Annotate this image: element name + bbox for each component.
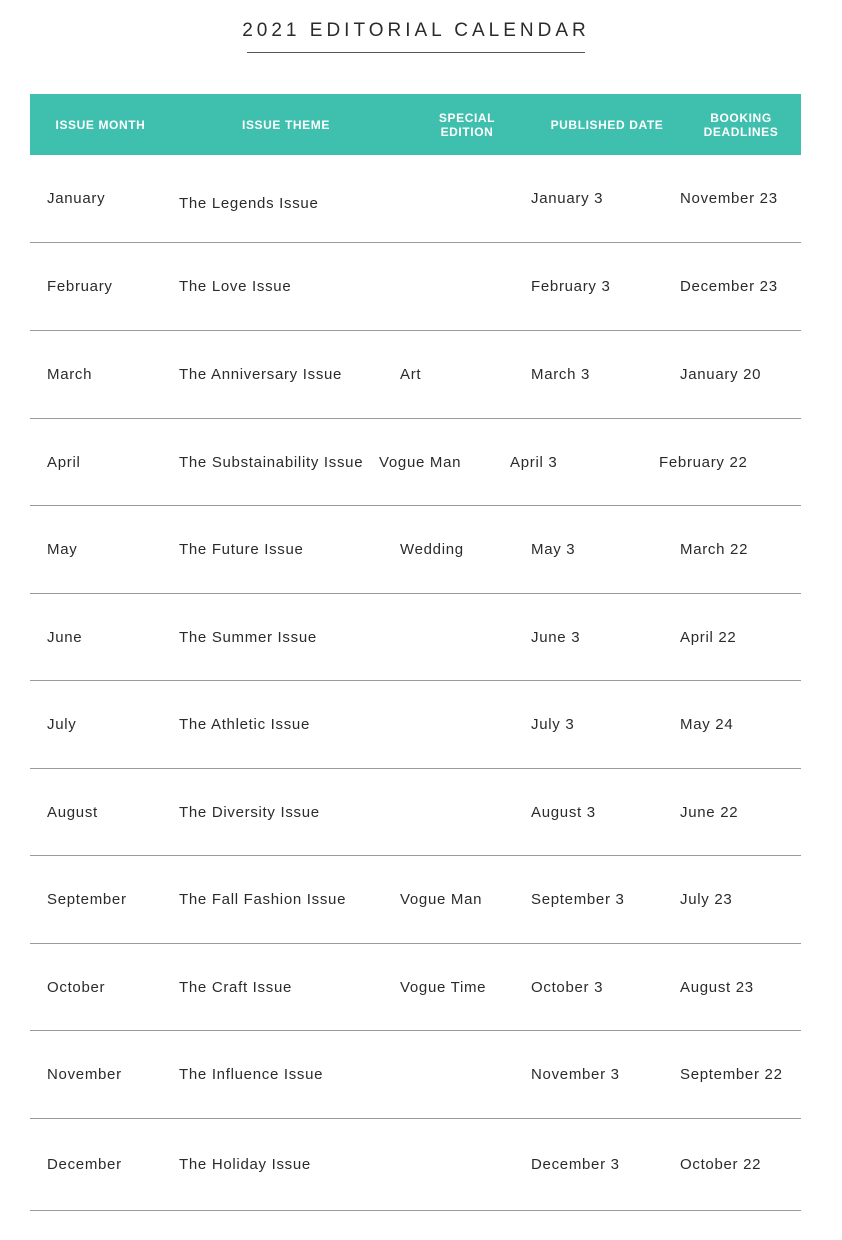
- cell-published-date: September 3: [531, 891, 625, 908]
- cell-booking-deadline: April 22: [680, 628, 737, 646]
- table-row: [30, 856, 801, 944]
- table-row: [30, 331, 801, 419]
- cell-special-edition: Vogue Time: [400, 978, 487, 996]
- cell-booking-deadline: May 24: [680, 716, 734, 733]
- cell-booking-deadline: July 23: [680, 891, 733, 908]
- cell-issue-month: March: [47, 366, 93, 383]
- table-row: [30, 1031, 801, 1119]
- cell-issue-theme: The Love Issue: [179, 278, 292, 295]
- header-published-date: PUBLISHED DATE: [550, 117, 664, 132]
- cell-issue-theme: The Substainability Issue: [179, 453, 364, 471]
- cell-issue-theme: The Future Issue: [179, 541, 304, 558]
- header-booking-deadlines-label: BOOKING DEADLINES: [703, 110, 779, 139]
- cell-published-date: February 3: [531, 278, 611, 295]
- cell-issue-month: May: [47, 541, 78, 558]
- cell-booking-deadline: February 22: [659, 453, 748, 471]
- cell-issue-theme: The Athletic Issue: [179, 716, 310, 733]
- cell-published-date: January 3: [531, 190, 604, 207]
- cell-issue-theme: The Holiday Issue: [179, 1156, 311, 1173]
- table-row: [30, 681, 801, 769]
- cell-issue-month: April: [47, 453, 81, 471]
- cell-booking-deadline: December 23: [680, 278, 778, 295]
- header-booking-deadlines: [681, 111, 801, 139]
- cell-published-date: July 3: [531, 716, 575, 733]
- cell-published-date: October 3: [531, 978, 604, 996]
- table-row: [30, 506, 801, 594]
- cell-booking-deadline: September 22: [680, 1066, 783, 1083]
- table-header: [30, 94, 801, 155]
- table-row: [30, 944, 801, 1031]
- cell-published-date: August 3: [531, 803, 596, 821]
- cell-special-edition: Art: [400, 366, 422, 383]
- table-row: [30, 155, 801, 243]
- cell-issue-theme: The Influence Issue: [179, 1066, 324, 1083]
- cell-issue-month: January: [47, 190, 106, 207]
- cell-booking-deadline: June 22: [680, 803, 739, 821]
- cell-booking-deadline: January 20: [680, 366, 762, 383]
- header-special-edition-label: SPECIAL EDITION: [438, 110, 496, 139]
- cell-booking-deadline: March 22: [680, 541, 749, 558]
- cell-special-edition: Vogue Man: [379, 453, 462, 471]
- cell-issue-month: September: [47, 891, 127, 908]
- editorial-calendar-table: [30, 94, 801, 1211]
- cell-issue-month: July: [47, 716, 77, 733]
- table-row: [30, 419, 801, 506]
- cell-issue-theme: The Summer Issue: [179, 628, 317, 646]
- cell-issue-theme: The Anniversary Issue: [179, 366, 343, 383]
- table-row: [30, 769, 801, 856]
- cell-published-date: November 3: [531, 1066, 620, 1083]
- table-row: [30, 1119, 801, 1211]
- title-underline: [247, 52, 585, 53]
- cell-issue-month: November: [47, 1066, 122, 1083]
- cell-published-date: March 3: [531, 366, 591, 383]
- cell-published-date: May 3: [531, 541, 576, 558]
- cell-issue-month: February: [47, 278, 113, 295]
- cell-issue-month: June: [47, 628, 83, 646]
- cell-special-edition: Vogue Man: [400, 891, 483, 908]
- cell-issue-theme: The Diversity Issue: [179, 803, 320, 821]
- cell-issue-theme: The Fall Fashion Issue: [179, 891, 347, 908]
- table-body: [30, 155, 801, 1211]
- table-row: [30, 243, 801, 331]
- cell-special-edition: Wedding: [400, 541, 464, 558]
- cell-booking-deadline: October 22: [680, 1156, 762, 1173]
- header-issue-theme: ISSUE THEME: [242, 117, 330, 132]
- page-title: 2021 EDITORIAL CALENDAR: [242, 20, 590, 41]
- cell-issue-theme: The Legends Issue: [179, 195, 319, 212]
- cell-booking-deadline: August 23: [680, 978, 754, 996]
- cell-issue-month: October: [47, 978, 106, 996]
- cell-issue-month: August: [47, 803, 98, 821]
- cell-published-date: December 3: [531, 1156, 620, 1173]
- cell-issue-month: December: [47, 1156, 122, 1173]
- header-special-edition: [401, 111, 533, 139]
- cell-published-date: June 3: [531, 628, 581, 646]
- cell-booking-deadline: November 23: [680, 190, 778, 207]
- header-issue-month: ISSUE MONTH: [55, 117, 146, 132]
- cell-issue-theme: The Craft Issue: [179, 978, 293, 996]
- table-row: [30, 594, 801, 681]
- cell-published-date: April 3: [510, 453, 558, 471]
